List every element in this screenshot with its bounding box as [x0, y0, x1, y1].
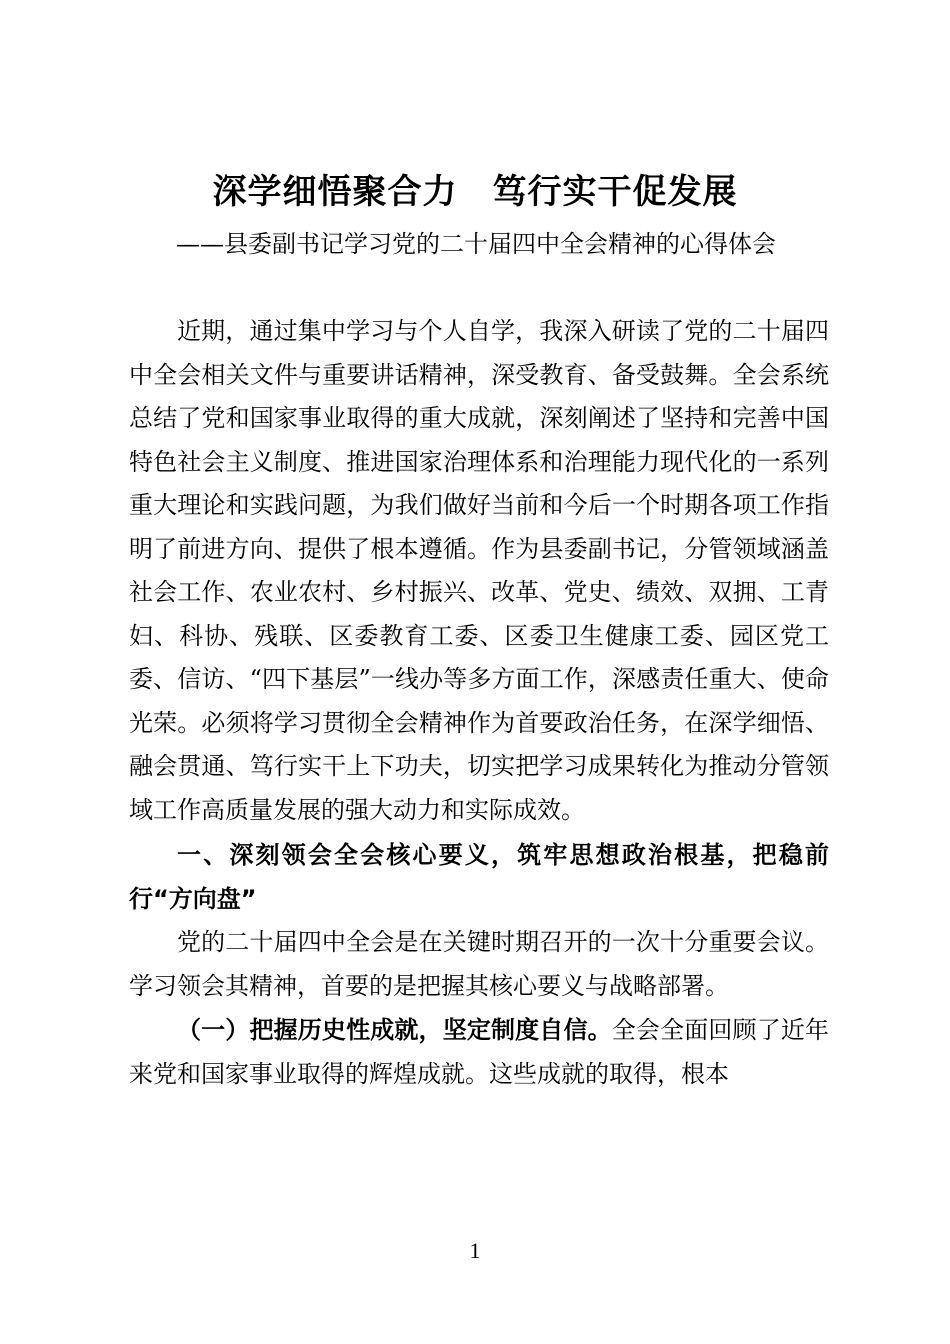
paragraph-intro: 近期，通过集中学习与个人自学，我深入研读了党的二十届四中全会相关文件与重要讲话精神，深受教育、备受鼓舞。全会系统总结了党和国家事业取得的重大成就，深刻阐述了坚持和完善中国特色社会主义制度、推进国家治理体系和治理能力现代化的一系列重大理论和实践问题，为我们做好当前和今后一个时期各项工作指明了前进方向、提供了根本遵循。作为县委副书记，分管领域涵盖社会工作、农业农村、乡村振兴、改革、党史、绩效、双拥、工青妇、科协、残联、区委教育工委、区委卫生健康工委、园区党工委、信访、“四下基层”一线办等多方面工作，深感责任重大、使命光荣。必须将学习贯彻全会精神作为首要政治任务，在深学细悟、融会贯通、笃行实干上下功夫，切实把学习成果转化为推动分管领域工作高质量发展的强大动力和实际成效。	[129, 317, 829, 824]
subsection-heading-1: （一）把握历史性成就，坚定制度自信。	[177, 1015, 612, 1044]
document-body	[129, 310, 829, 1096]
paragraph-subsection-1	[129, 1008, 829, 1096]
document-subtitle: ——县委副书记学习党的二十届四中全会精神的心得体会	[176, 230, 776, 258]
page-number: 1	[469, 1238, 481, 1263]
paragraph-section-1-intro: 党的二十届四中全会是在关键时期召开的一次十分重要会议。学习领会其精神，首要的是把握其核心要义与战略部署。	[129, 928, 829, 1000]
subsection-text-1: 全会全面回顾了近年来党和国家事业取得的辉煌成就。这些成就的取得，根本	[129, 1016, 830, 1088]
document-title: 深学细悟聚合力 笃行实干促发展	[212, 172, 738, 212]
section-heading-1: 一、深刻领会全会核心要义，筑牢思想政治根基，把稳前行“方向盘”	[129, 841, 829, 913]
